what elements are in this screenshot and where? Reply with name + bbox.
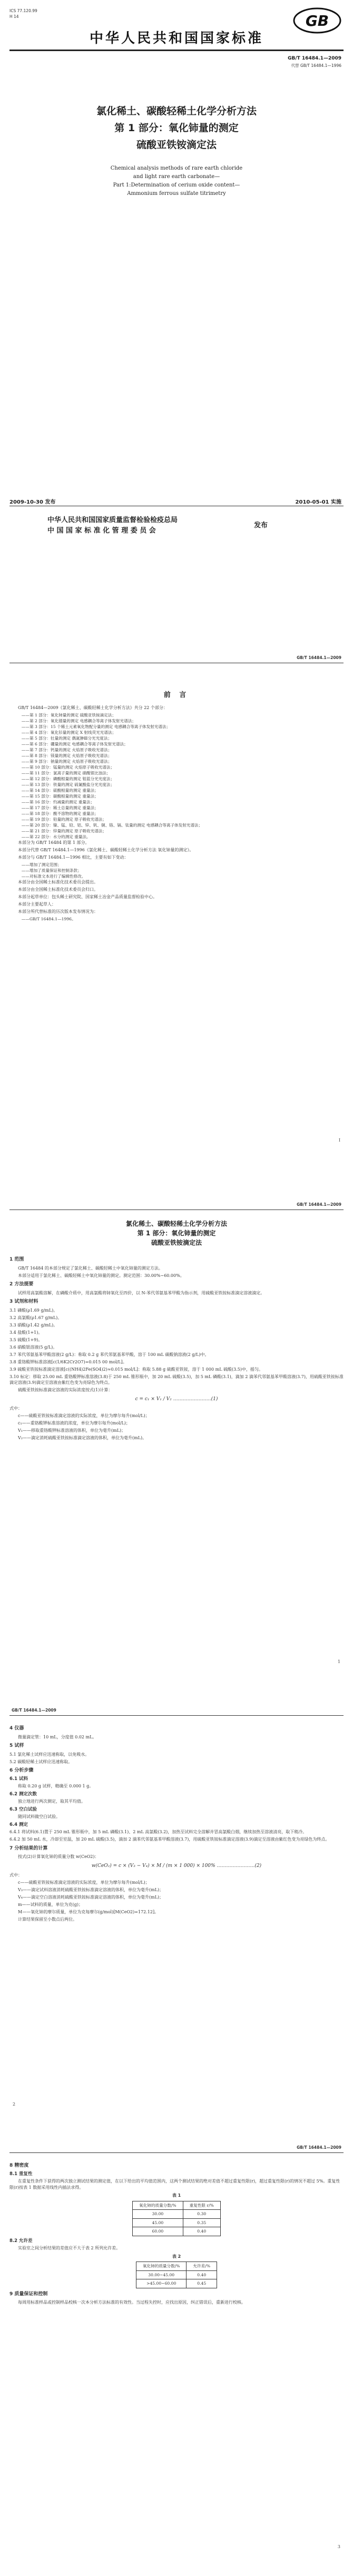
part-item: ——第 16 部分：灼减量的测定 重量法； bbox=[21, 800, 95, 804]
change-item: ——对标准文本进行了编辑性修改。 bbox=[21, 874, 86, 879]
section-3-heading: 3 试剂和材料 bbox=[9, 1299, 38, 1304]
foreword-p7: 本部分主要起草人： bbox=[18, 902, 56, 907]
variable-def: c₁——重铬酸钾标准溶液的浓度，单位为摩尔每升(mol/L)； bbox=[18, 1421, 130, 1425]
foreword-p4: 本部分由全国稀土标准化技术委员会提出。 bbox=[18, 880, 98, 884]
section-7-heading: 7 分析结果的计算 bbox=[9, 1845, 48, 1851]
cover-top-rule bbox=[9, 50, 344, 51]
table-cell: 0.40 bbox=[187, 2270, 217, 2279]
foreword-p5: 本部分由全国稀土标准化技术委员会归口。 bbox=[18, 887, 98, 892]
part-item: ——第 10 部分：锰量的测定 火焰原子吸收光谱法； bbox=[21, 765, 115, 770]
table-header-row bbox=[133, 2201, 221, 2210]
section-6-4-p1: 6.4.1 将试料(6.1)置于 250 mL 锥形瓶中，加 5 mL 磷酸(3.1)、2 mL 高氯酸(3.2)，加热至试料完全溶解并冒高氯酸白烟，继续加热至溶液清亮，取下稍冷。 bbox=[9, 1830, 307, 1834]
page4-page-number: 3 bbox=[337, 2544, 340, 2549]
section-6-4-p2: 6.4.2 加 50 mL 水，冷却至室温，加 20 mL 硫酸(3.5)，滴加 2 滴苯代邻氨基苯甲酸溶液(3.7)，用硫酸亚铁铵标准滴定溶液(3.9)滴定至溶液由紫红色变为亮绿色为终点。 bbox=[9, 1837, 330, 1842]
table-cell: >45.00~60.00 bbox=[136, 2279, 187, 2288]
part-item: ——第 2 部分：氧化镨量的测定 电感耦合等离子体发射光谱法； bbox=[21, 719, 136, 723]
main-title-1: 氯化稀土、碳酸轻稀土化学分析方法 bbox=[125, 1220, 227, 1227]
page3-header-code: GB/T 16484.1—2009 bbox=[12, 1708, 56, 1713]
section-6-1-p: 称取 0.20 g 试样，精确至 0.000 1 g。 bbox=[18, 1784, 94, 1788]
reagent-item: 3.4 盐酸(1+1)。 bbox=[9, 1330, 43, 1335]
replaces-code: 代替 GB/T 16484.1—1996 bbox=[291, 63, 341, 68]
change-item: ——增加了质量保证和控制条款； bbox=[21, 868, 82, 873]
calc-intro: 硫酸亚铁铵标准滴定溶液的实际浓度按式(1)计算： bbox=[18, 1388, 113, 1392]
section-6-1-heading: 6.1 试料 bbox=[9, 1776, 28, 1782]
ccs-code: H 14 bbox=[9, 14, 19, 19]
part-item: ——第 5 部分：钍量的测定 偶氮胂Ⅲ分光光度法； bbox=[21, 736, 112, 741]
main-page-1 bbox=[0, 1196, 353, 1680]
table-cell: 30.00~45.00 bbox=[136, 2270, 187, 2279]
table-cell: 0.35 bbox=[183, 2218, 220, 2227]
part-item: ——第 1 部分：氧化铈量的测定 硫酸亚铁铵滴定法； bbox=[21, 713, 116, 717]
table-row bbox=[133, 2218, 221, 2227]
variable-def: V₄——滴定空白溶液消耗硫酸亚铁铵标准滴定溶液的体积，单位为毫升(mL)； bbox=[18, 1895, 164, 1900]
section-5-heading: 5 试样 bbox=[9, 1743, 24, 1748]
section-8-2-p: 实验室之间分析结果的差值应不大于表 2 所列允许差。 bbox=[18, 2246, 121, 2250]
variable-def: V₁——移取重铬酸钾标准溶液的体积，单位为毫升(mL)； bbox=[18, 1428, 126, 1433]
section-8-1-heading: 8.1 重复性 bbox=[9, 2171, 33, 2177]
part-item: ——第 4 部分：氧化钐量的测定 X 射线荧光光谱法； bbox=[21, 730, 116, 735]
section-1-p2: 本部分适用于氯化稀土、碳酸轻稀土中氧化铈量的测定。测定范围：30.00%~60.00%。 bbox=[18, 1273, 184, 1278]
part-item: ——第 18 部分：酸不溶物的测定 重量法； bbox=[21, 811, 99, 816]
table-header-cell: 允许差/% bbox=[187, 2262, 217, 2271]
main-page-3 bbox=[0, 2139, 353, 2560]
part-item: ——第 20 部分：镍、锰、铅、铝、锌、钒、铜、铬、镉、钛量的测定 电感耦合等离子体发射光谱法； bbox=[21, 823, 203, 828]
main-page-2 bbox=[0, 1702, 353, 2118]
part-item: ——第 9 部分：钠量的测定 火焰原子吸收光谱法； bbox=[21, 759, 112, 764]
variable-def: c——硫酸亚铁铵标准滴定溶液的实际浓度，单位为摩尔每升(mol/L)； bbox=[18, 1880, 150, 1885]
part-item: ——第 19 部分：铅量的测定 原子吸收光谱法； bbox=[21, 817, 106, 822]
reagent-item: 3.8 重铬酸钾标准溶液[c(1/6K2Cr2O7)=0.015 00 mol/L]。 bbox=[9, 1359, 127, 1364]
issuer-1: 中华人民共和国国家质量监督检验检疫总局 bbox=[47, 516, 178, 524]
history-item: ——GB/T 16484.1—1996。 bbox=[21, 917, 76, 921]
part-item: ——第 6 部分：硼量的测定 电感耦合等离子体发射光谱法； bbox=[21, 742, 128, 746]
table-header-cell: 氧化铈的质量分数/% bbox=[133, 2201, 183, 2210]
section-8-2-heading: 8.2 允许差 bbox=[9, 2238, 33, 2244]
section-4-p1: 微量滴定管：10 mL，分度值 0.02 mL。 bbox=[18, 1734, 97, 1739]
reagent-item: 3.1 磷酸(ρ1.69 g/mL)。 bbox=[9, 1307, 58, 1313]
foreword-body bbox=[9, 705, 344, 922]
main-page-number: 1 bbox=[337, 1659, 340, 1664]
issue-date: 2009-10-30 发布 bbox=[9, 499, 56, 505]
standard-code: GB/T 16484.1—2009 bbox=[288, 56, 341, 61]
cover-title-line-1: 氯化稀土、碳酸轻稀土化学分析方法 bbox=[96, 105, 257, 117]
variable-def: V₃——滴定试料溶液消耗硫酸亚铁铵标准滴定溶液的体积，单位为毫升(mL)； bbox=[18, 1887, 164, 1892]
variable-def: M——氧化铈的摩尔质量，单位为克每摩尔(g/mol)[M(CeO2)=172.12]。 bbox=[18, 1910, 159, 1914]
reagent-item: 3.6 硝酸银溶液(5 g/L)。 bbox=[9, 1344, 57, 1350]
parts-list bbox=[9, 712, 344, 840]
changes-list bbox=[9, 862, 344, 879]
part-item: ——第 8 部分：镁量的测定 火焰原子吸收光谱法； bbox=[21, 753, 112, 758]
result-note: 计算结果保留至小数点后两位。 bbox=[18, 1917, 77, 1922]
section-6-2-p: 独立地进行两次测定，取其平均值。 bbox=[18, 1799, 85, 1804]
table-header-row bbox=[136, 2262, 217, 2271]
section-6-3-heading: 6.3 空白试验 bbox=[9, 1806, 37, 1812]
section-5-p1: 5.1 氯化稀土试样应迅速称取，以免吸水。 bbox=[9, 1752, 90, 1757]
cover-title-en-4: Ammonium ferrous sulfate titrimetry bbox=[127, 191, 226, 196]
page4-header-rule bbox=[9, 2152, 344, 2153]
section-9-p: 每周用标准样品或控制样品校核一次本分析方法标准的有效性。当过程失控时，应找出原因，纠正错误后，重新进行校核。 bbox=[18, 2300, 246, 2305]
national-standard-heading: 中华人民共和国国家标准 bbox=[89, 31, 263, 46]
part-item: ——第 21 部分：锌量的测定 原子吸收光谱法； bbox=[21, 829, 106, 833]
table-cell: 0.45 bbox=[187, 2279, 217, 2288]
foreword-header-code: GB/T 16484.1—2009 bbox=[297, 655, 341, 660]
ics-code: ICS 77.120.99 bbox=[9, 8, 37, 13]
page3-body bbox=[9, 1723, 344, 1924]
foreword-intro: GB/T 16484—2009《氯化稀土、碳酸轻稀土化学分析方法》共分 22 个部分： bbox=[18, 705, 168, 710]
part-item: ——第 15 部分：碳酸根量的测定 重量法； bbox=[21, 794, 99, 799]
section-1-heading: 1 范围 bbox=[9, 1257, 24, 1262]
cover-title-line-3: 硫酸亚铁铵滴定法 bbox=[136, 139, 217, 151]
reagent-item: 3.10 标定：移取 25.00 mL 重铬酸钾标准溶液(3.8)于 250 mL 锥形瓶中，加 20 mL 硫酸(3.5)，加 5 mL 磷酸(3.1)，滴加 2 滴苯代邻氨基苯甲酸溶液(3.7)，用硫酸亚铁铵标准滴定溶液(3.9)滴定至溶液由紫红色变为亮绿色为终点。 bbox=[9, 1374, 344, 1385]
cover-title-en-2: and light rare earth carbonate— bbox=[133, 174, 220, 180]
reagent-item: 3.7 苯代邻氨基苯甲酸溶液(2 g/L)：称取 0.2 g 苯代邻氨基苯甲酸，溶于 100 mL 碳酸钠溶液(2 g/L)中。 bbox=[9, 1352, 209, 1357]
where-label: 式中： bbox=[9, 1873, 22, 1877]
part-item: ——第 12 部分：磷酸根量的测定 钼蓝分光光度法； bbox=[21, 776, 115, 781]
section-8-1-p: 在重复性条件下获得的两次独立测试结果的测定值，在以下给出的平均值范围内，这两个测试结果的绝对差值不超过重复性限(r)，超过重复性限(r)的情况不超过 5%。重复性限(r)按表 1 数据采用线性内插法求得。 bbox=[9, 2179, 340, 2190]
page3-header-rule bbox=[9, 1715, 344, 1716]
table-1 bbox=[132, 2201, 221, 2236]
table-header-cell: 重复性限 r/% bbox=[183, 2201, 220, 2210]
main-header-code: GB/T 16484.1—2009 bbox=[297, 1202, 341, 1207]
change-item: ——增加了测定范围； bbox=[21, 862, 62, 867]
table-cell: 0.40 bbox=[183, 2227, 220, 2236]
section-4-heading: 4 仪器 bbox=[9, 1726, 24, 1731]
section-8-heading: 8 精密度 bbox=[9, 2163, 29, 2168]
history-list bbox=[9, 916, 344, 922]
reagent-item: 3.5 硫酸(1+9)。 bbox=[9, 1337, 43, 1342]
variable-def: c——硫酸亚铁铵标准滴定溶液的实际浓度，单位为摩尔每升(mol/L)； bbox=[18, 1413, 150, 1418]
section-9-heading: 9 质量保证和控制 bbox=[9, 2291, 48, 2297]
reagent-item: 3.2 高氯酸(ρ1.67 g/mL)。 bbox=[9, 1315, 62, 1320]
table-cell: 60.00 bbox=[133, 2227, 183, 2236]
section-6-4-heading: 6.4 测定 bbox=[9, 1822, 28, 1827]
reagent-item: 3.3 硝酸(ρ1.42 g/mL)。 bbox=[9, 1322, 58, 1328]
part-item: ——第 13 部分：铁量的测定 硫氰酸盐分光光度法； bbox=[21, 782, 115, 787]
foreword-p2: 本部分代替 GB/T 16484.1—1996《氯化稀土、碳酸轻稀土化学分析方法 氧化铈量的测定》。 bbox=[18, 848, 194, 852]
foreword-p1: 本部分为 GB/T 16484 的第 1 部分。 bbox=[18, 840, 90, 845]
foreword-page-number: I bbox=[338, 1138, 340, 1143]
section-5-p2: 5.2 碳酸轻稀土试样应迅速称取。 bbox=[9, 1759, 73, 1764]
part-item: ——第 14 部分：硫酸根量的测定 重量法； bbox=[21, 788, 99, 793]
issuer-2: 中 国 国 家 标 准 化 管 理 委 员 会 bbox=[47, 527, 156, 535]
cover-page bbox=[0, 0, 353, 548]
part-item: ——第 17 部分：稀土总量的测定 重量法； bbox=[21, 805, 99, 810]
page4-body bbox=[9, 2160, 344, 2307]
foreword-p6: 本部分起草单位：包头稀土研究院、国家稀土冶金产品质量监督检验中心。 bbox=[18, 894, 157, 899]
main-title-3: 硫酸亚铁铵滴定法 bbox=[151, 1239, 202, 1246]
issuer-suffix: 发布 bbox=[254, 522, 268, 529]
cover-title-en-3: Part 1:Determination of cerium oxide content— bbox=[113, 182, 240, 188]
foreword-p8: 本部分所代替标准的历次版本发布情况为： bbox=[18, 909, 98, 914]
gb-logo-text: GB bbox=[305, 12, 329, 30]
main-title-2: 第 1 部分：氧化铈量的测定 bbox=[137, 1230, 216, 1237]
section-2-heading: 2 方法提要 bbox=[9, 1282, 34, 1287]
implementation-date: 2010-05-01 实施 bbox=[295, 499, 341, 505]
section-1-p1: GB/T 16484 的本部分规定了氯化稀土、碳酸轻稀土中氧化铈量的测定方法。 bbox=[18, 1265, 163, 1271]
main-body bbox=[9, 1254, 344, 1442]
formula-1: c = c₁ × V₁ / V₂ ……………………(1) bbox=[135, 1396, 218, 1402]
variable-def: V₂——滴定消耗硫酸亚铁铵标准滴定溶液的体积，单位为毫升(mL)。 bbox=[18, 1436, 147, 1440]
part-item: ——第 11 部分：氯离子量的测定 硝酸银比浊法； bbox=[21, 771, 111, 775]
section-6-heading: 6 分析步骤 bbox=[9, 1768, 34, 1773]
table-row bbox=[136, 2279, 217, 2288]
part-item: ——第 3 部分：15 个稀土元素氧化物配分量的测定 电感耦合等离子体发射光谱法； bbox=[21, 724, 171, 729]
reagent-item: 3.9 硫酸亚铁铵标准滴定溶液[c((NH4)2Fe(SO4)2)≈0.015 mol/L]：称取 5.88 g 硫酸亚铁铵，溶于 1 000 mL 硫酸(3.5)中，摇匀。 bbox=[9, 1366, 263, 1372]
section-6-3-p: 随同试料做空白试验。 bbox=[18, 1814, 60, 1819]
table-header-cell: 氧化铈的质量分数/% bbox=[136, 2262, 187, 2271]
page3-page-number: 2 bbox=[13, 2102, 16, 2107]
foreword-title: 前 言 bbox=[163, 691, 190, 699]
variable-def: m——试料的质量，单位为克(g)； bbox=[18, 1902, 83, 1907]
table-1-caption: 表 1 bbox=[172, 2193, 181, 2198]
table-row bbox=[136, 2270, 217, 2279]
where-label: 式中： bbox=[9, 1406, 22, 1411]
foreword-p3: 本部分与 GB/T 16484.1—1996 相比，主要有如下变动： bbox=[18, 855, 129, 860]
formula-2: w(CeO₂) = c × (V₃ − V₄) × M / (m × 1 000) × 100% ……………………(2) bbox=[91, 1863, 262, 1869]
part-item: ——第 22 部分：水分的测定 重量法。 bbox=[21, 834, 91, 839]
table-2 bbox=[136, 2262, 217, 2288]
cover-title-line-2: 第 1 部分：氧化铈量的测定 bbox=[114, 122, 239, 134]
section-2-p1: 试样用高氯酸溶解，在磷酸介质中，用高氯酸将铈氧化至四价，以 N-苯代邻氨基苯甲酸为指示剂，用硫酸亚铁铵标准滴定溶液滴定。 bbox=[18, 1290, 265, 1295]
table-2-caption: 表 2 bbox=[172, 2254, 181, 2259]
section-7-p: 按式(2)计算氧化铈的质量分数 w(CeO2)： bbox=[18, 1854, 99, 1859]
section-6-2-heading: 6.2 测定次数 bbox=[9, 1791, 37, 1797]
table-row bbox=[133, 2210, 221, 2219]
foreword-page bbox=[0, 648, 353, 1175]
table-cell: 30.00 bbox=[133, 2210, 183, 2219]
part-item: ——第 7 部分：钙量的测定 火焰原子吸收光谱法； bbox=[21, 748, 112, 752]
page4-header-code: GB/T 16484.1—2009 bbox=[297, 2145, 341, 2150]
table-cell: 45.00 bbox=[133, 2218, 183, 2227]
table-row bbox=[133, 2227, 221, 2236]
cover-title-en-1: Chemical analysis methods of rare earth chloride bbox=[110, 165, 243, 171]
table-cell: 0.30 bbox=[183, 2210, 220, 2219]
